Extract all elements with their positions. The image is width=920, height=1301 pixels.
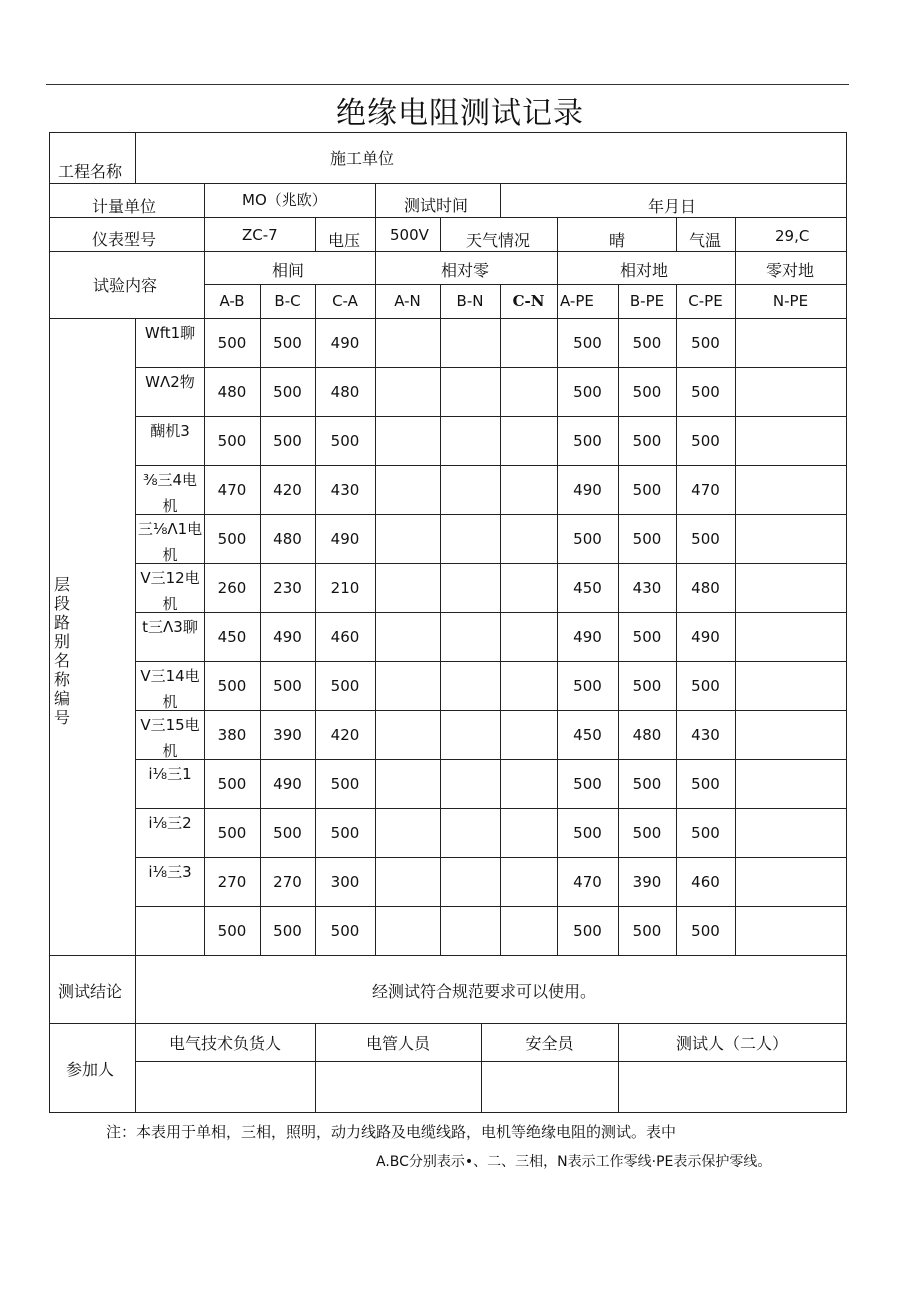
table-cell: 500 xyxy=(217,334,247,352)
table-cell: 500 xyxy=(330,824,360,842)
table-cell: 500 xyxy=(632,432,662,450)
row-name: V三14电机 xyxy=(140,667,200,711)
table-cell: 480 xyxy=(632,726,662,744)
table-cell: 460 xyxy=(330,628,360,646)
table-cell: 500 xyxy=(632,481,662,499)
participant-role: 测试人（二人） xyxy=(675,1034,788,1053)
test-time-label: 测试时间 xyxy=(404,196,469,215)
row-name: i⅛三3 xyxy=(148,863,192,881)
table-cell: 500 xyxy=(632,530,662,548)
table-cell: 450 xyxy=(573,579,602,597)
table-cell: 500 xyxy=(691,677,720,695)
row-name: V三15电机 xyxy=(140,716,200,760)
table-cell: 500 xyxy=(217,775,247,793)
table-cell: 490 xyxy=(330,530,360,548)
column-header: A-B xyxy=(219,292,245,310)
table-cell: 500 xyxy=(691,334,720,352)
table-cell: 500 xyxy=(632,922,662,940)
row-name: i⅛三2 xyxy=(148,814,192,832)
group-phase: 相间 xyxy=(272,261,305,280)
column-header: C-N xyxy=(512,292,545,310)
unit-value: MO（兆欧） xyxy=(242,191,327,209)
table-cell: 500 xyxy=(632,334,662,352)
group-neutral-ground: 零对地 xyxy=(766,261,815,280)
column-header: B-C xyxy=(274,292,301,310)
row-name: ⅜三4电机 xyxy=(142,471,198,515)
table-cell: 500 xyxy=(573,922,602,940)
table-cell: 500 xyxy=(573,530,602,548)
unit-label: 计量单位 xyxy=(92,197,157,216)
table-cell: 500 xyxy=(573,677,602,695)
table-cell: 500 xyxy=(273,383,302,401)
column-header: C-PE xyxy=(688,292,723,310)
side-label-vertical: 层段路别名称编号 xyxy=(53,575,70,727)
participants-label: 参加人 xyxy=(66,1060,115,1079)
table-cell: 450 xyxy=(217,628,247,646)
table-cell: 500 xyxy=(573,824,602,842)
participant-role: 电气技术负货人 xyxy=(168,1034,281,1053)
table-cell: 500 xyxy=(573,775,602,793)
note-line-2: A.BC分别表示•、二、三相，N表示工作零线·PE表示保护零线。 xyxy=(376,1154,772,1170)
table-cell: 490 xyxy=(273,628,302,646)
table-cell: 500 xyxy=(573,334,602,352)
table-cell: 480 xyxy=(330,383,360,401)
column-header: A-N xyxy=(394,292,421,310)
table-cell: 450 xyxy=(573,726,602,744)
table-cell: 500 xyxy=(691,775,720,793)
table-cell: 500 xyxy=(330,677,360,695)
table-cell: 490 xyxy=(573,481,602,499)
row-name: t三Λ3聊 xyxy=(142,618,198,636)
table-cell: 490 xyxy=(573,628,602,646)
test-content-label: 试验内容 xyxy=(93,276,158,295)
column-header: B-PE xyxy=(629,292,665,310)
table-cell: 500 xyxy=(632,677,662,695)
table-cell: 500 xyxy=(691,824,720,842)
table-cell: 480 xyxy=(273,530,302,548)
table-cell: 500 xyxy=(691,922,720,940)
table-cell: 500 xyxy=(273,677,302,695)
table-cell: 470 xyxy=(573,873,602,891)
instrument-label: 仪表型号 xyxy=(92,230,157,249)
table-cell: 430 xyxy=(330,481,360,499)
participant-role: 电管人员 xyxy=(365,1034,430,1053)
table-cell: 430 xyxy=(632,579,662,597)
table-cell: 500 xyxy=(691,383,720,401)
table-cell: 500 xyxy=(217,677,247,695)
row-name: Wft1聊 xyxy=(144,324,196,342)
table-cell: 500 xyxy=(217,432,247,450)
table-cell: 490 xyxy=(330,334,360,352)
table-cell: 500 xyxy=(632,383,662,401)
table-cell: 300 xyxy=(330,873,360,891)
table-cell: 500 xyxy=(632,824,662,842)
table-cell: 500 xyxy=(217,824,247,842)
row-name: 醐机3 xyxy=(150,422,190,440)
conclusion-label: 测试结论 xyxy=(58,982,123,1001)
table-cell: 470 xyxy=(691,481,720,499)
row-name: V三12电机 xyxy=(140,569,200,613)
table-cell: 230 xyxy=(273,579,302,597)
table-cell: 500 xyxy=(632,628,662,646)
table-cell: 470 xyxy=(217,481,247,499)
table-cell: 390 xyxy=(273,726,302,744)
table-cell: 270 xyxy=(217,873,247,891)
project-name-label: 工程名称 xyxy=(58,162,123,181)
weather-value: 晴 xyxy=(609,231,626,250)
temperature-value: 29,C xyxy=(775,227,810,245)
table-cell: 500 xyxy=(273,824,302,842)
table-cell: 480 xyxy=(691,579,720,597)
instrument-value: ZC-7 xyxy=(242,226,278,244)
table-cell: 210 xyxy=(330,579,360,597)
table-cell: 390 xyxy=(632,873,662,891)
table-cell: 500 xyxy=(632,775,662,793)
table-cell: 500 xyxy=(691,530,720,548)
date-value: 年月日 xyxy=(648,197,697,216)
column-header: N-PE xyxy=(772,292,809,310)
table-cell: 500 xyxy=(330,432,360,450)
table-cell: 490 xyxy=(691,628,720,646)
table-cell: 430 xyxy=(691,726,720,744)
table-cell: 500 xyxy=(573,383,602,401)
table-cell: 500 xyxy=(217,922,247,940)
table-cell: 500 xyxy=(691,432,720,450)
voltage-label: 电压 xyxy=(328,231,361,250)
table-cell: 500 xyxy=(330,922,360,940)
conclusion-text: 经测试符合规范要求可以使用。 xyxy=(372,982,597,1001)
construction-unit-label: 施工单位 xyxy=(330,149,395,168)
table-cell: 420 xyxy=(273,481,302,499)
table-cell: 500 xyxy=(273,432,302,450)
group-phase-neutral: 相对零 xyxy=(441,261,490,280)
table-cell: 480 xyxy=(217,383,247,401)
table-cell: 500 xyxy=(330,775,360,793)
column-header: C-A xyxy=(332,292,358,310)
column-header: B-N xyxy=(456,292,484,310)
table-cell: 500 xyxy=(573,432,602,450)
table-cell: 490 xyxy=(273,775,302,793)
weather-label: 天气情况 xyxy=(466,231,531,250)
row-name: 三⅛Λ1电机 xyxy=(137,520,203,564)
temperature-label: 气温 xyxy=(689,231,722,250)
page-title: 绝缘电阻测试记录 xyxy=(336,96,584,131)
voltage-value: 500V xyxy=(390,226,429,244)
group-phase-ground: 相对地 xyxy=(620,261,669,280)
row-name: WΛ2物 xyxy=(145,373,195,391)
table-cell: 500 xyxy=(217,530,247,548)
table-cell: 460 xyxy=(691,873,720,891)
column-header: A-PE xyxy=(560,292,594,310)
table-cell: 500 xyxy=(273,334,302,352)
table-cell: 420 xyxy=(330,726,360,744)
table-cell: 260 xyxy=(217,579,247,597)
row-name: i⅛三1 xyxy=(148,765,192,783)
table-cell: 500 xyxy=(273,922,302,940)
table-cell: 270 xyxy=(273,873,302,891)
participant-role: 安全员 xyxy=(525,1034,574,1053)
note-line-1: 注：本表用于单相，三相，照明，动力线路及电缆线路，电机等绝缘电阻的测试。表中 xyxy=(106,1123,677,1141)
table-cell: 380 xyxy=(217,726,247,744)
